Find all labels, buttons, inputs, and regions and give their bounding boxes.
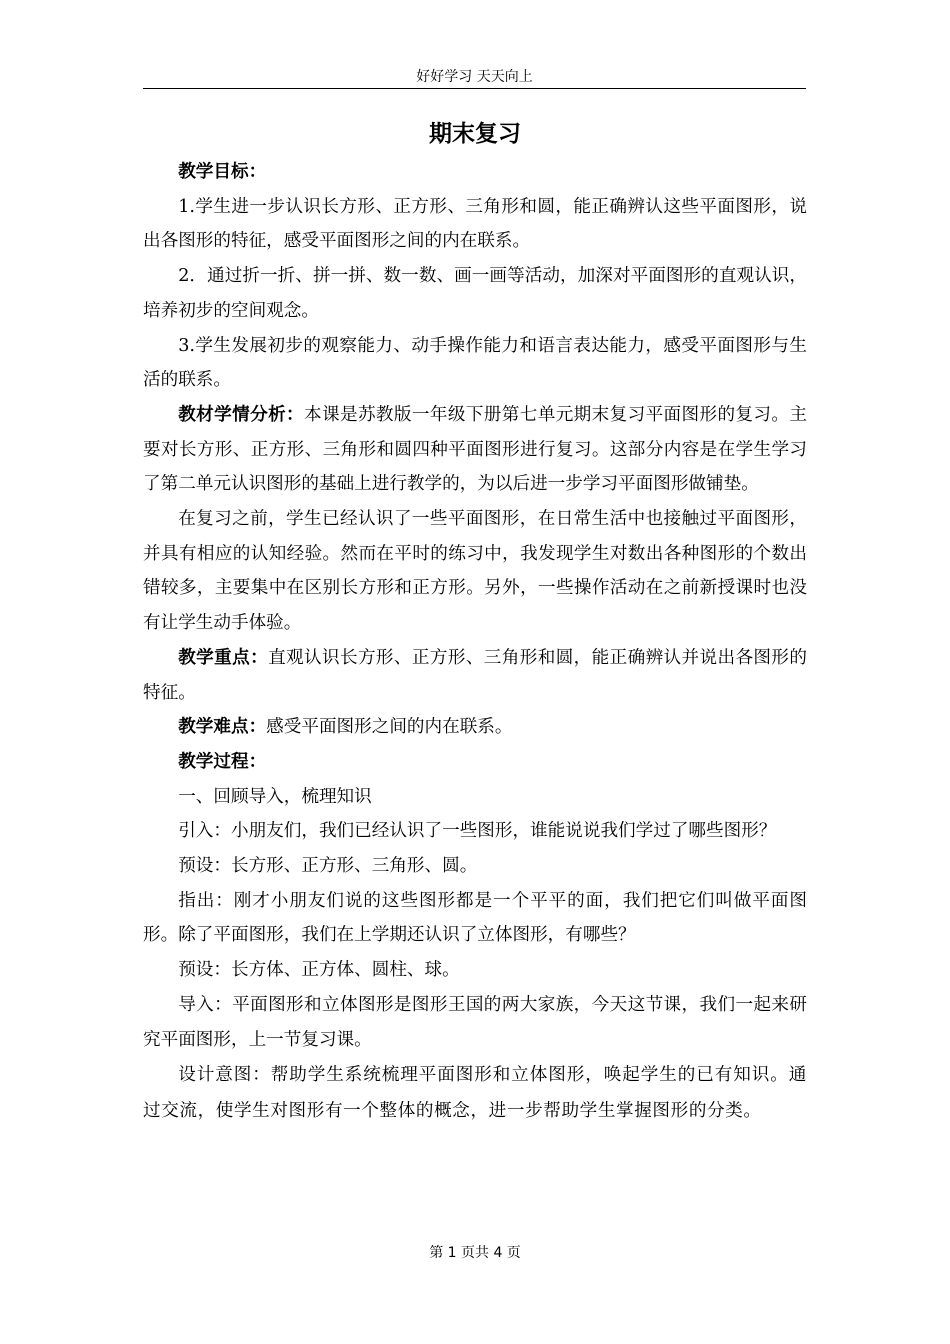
- key-point-label: 教学重点：: [178, 647, 269, 668]
- process-preset-2: 预设：长方体、正方体、圆柱、球。: [178, 960, 460, 981]
- page-footer: 第 1 页共 4 页: [429, 1245, 521, 1261]
- document-body: [143, 155, 807, 1129]
- goals-heading: [143, 155, 807, 190]
- process-lead-in: 导入：平面图形和立体图形是图形王国的两大家族，今天这节课，我们一起来研究平面图形，上一节复习课。: [143, 994, 807, 1050]
- process-design-intent: 设计意图：帮助学生系统梳理平面图形和立体图形，唤起学生的已有知识。通过交流，使学生对图形有一个整体的概念，进一步帮助学生掌握图形的分类。: [143, 1065, 807, 1122]
- goal-item-2: 2．通过折一折、拼一拼、数一数、画一画等活动，加深对平面图形的直观认识，培养初步的空间观念。: [143, 266, 807, 321]
- analysis-paragraph: [143, 398, 807, 502]
- analysis-label: 教材学情分析：: [178, 404, 305, 425]
- process-section-1: 一、回顾导入，梳理知识: [178, 786, 372, 807]
- goals-heading-text: 教学目标：: [178, 162, 267, 182]
- process-preset-1: 预设：长方形、正方形、三角形、圆。: [178, 856, 478, 877]
- difficulty-text: 感受平面图形之间的内在联系。: [266, 717, 513, 738]
- page-header: 好好学习 天天向上: [416, 69, 533, 85]
- header-divider: [143, 88, 806, 89]
- key-point-text: 直观认识长方形、正方形、三角形和圆，能正确辨认并说出各图形的特征。: [143, 647, 807, 703]
- process-heading-text: 教学过程：: [178, 751, 267, 772]
- process-heading: [143, 745, 807, 780]
- goal-item-1: 1.学生进一步认识长方形、正方形、三角形和圆，能正确辨认这些平面图形，说出各图形的特征，感受平面图形之间的内在联系。: [143, 196, 807, 252]
- goal-item-3: 3.学生发展初步的观察能力、动手操作能力和语言表达能力，感受平面图形与生活的联系。: [143, 335, 807, 391]
- difficulty-label: 教学难点：: [178, 717, 267, 738]
- process-point-out: 指出：刚才小朋友们说的这些图形都是一个平平的面，我们把它们叫做平面图形。除了平面图形，我们在上学期还认识了立体图形，有哪些？: [143, 890, 807, 946]
- key-point-paragraph: [143, 641, 807, 710]
- analysis-paragraph-2: 在复习之前，学生已经认识了一些平面图形，在日常生活中也接触过平面图形，并具有相应的认知经验。然而在平时的练习中，我发现学生对数出各种图形的个数出错较多，主要集中在区别长方形和正方形。另外，一些操作活动在之前新授课时也没有让学生动手体验。: [143, 509, 807, 634]
- difficulty-paragraph: [143, 710, 807, 745]
- document-title: 期末复习: [429, 121, 521, 147]
- analysis-text: 本课是苏教版一年级下册第七单元期末复习平面图形的复习。主要对长方形、正方形、三角形和圆四种平面图形进行复习。这部分内容是在学生学习了第二单元认识图形的基础上进行教学的，为以后进一步学习平面图形做铺垫。: [143, 404, 807, 495]
- process-intro: 引入：小朋友们，我们已经认识了一些图形，谁能说说我们学过了哪些图形？: [178, 821, 777, 842]
